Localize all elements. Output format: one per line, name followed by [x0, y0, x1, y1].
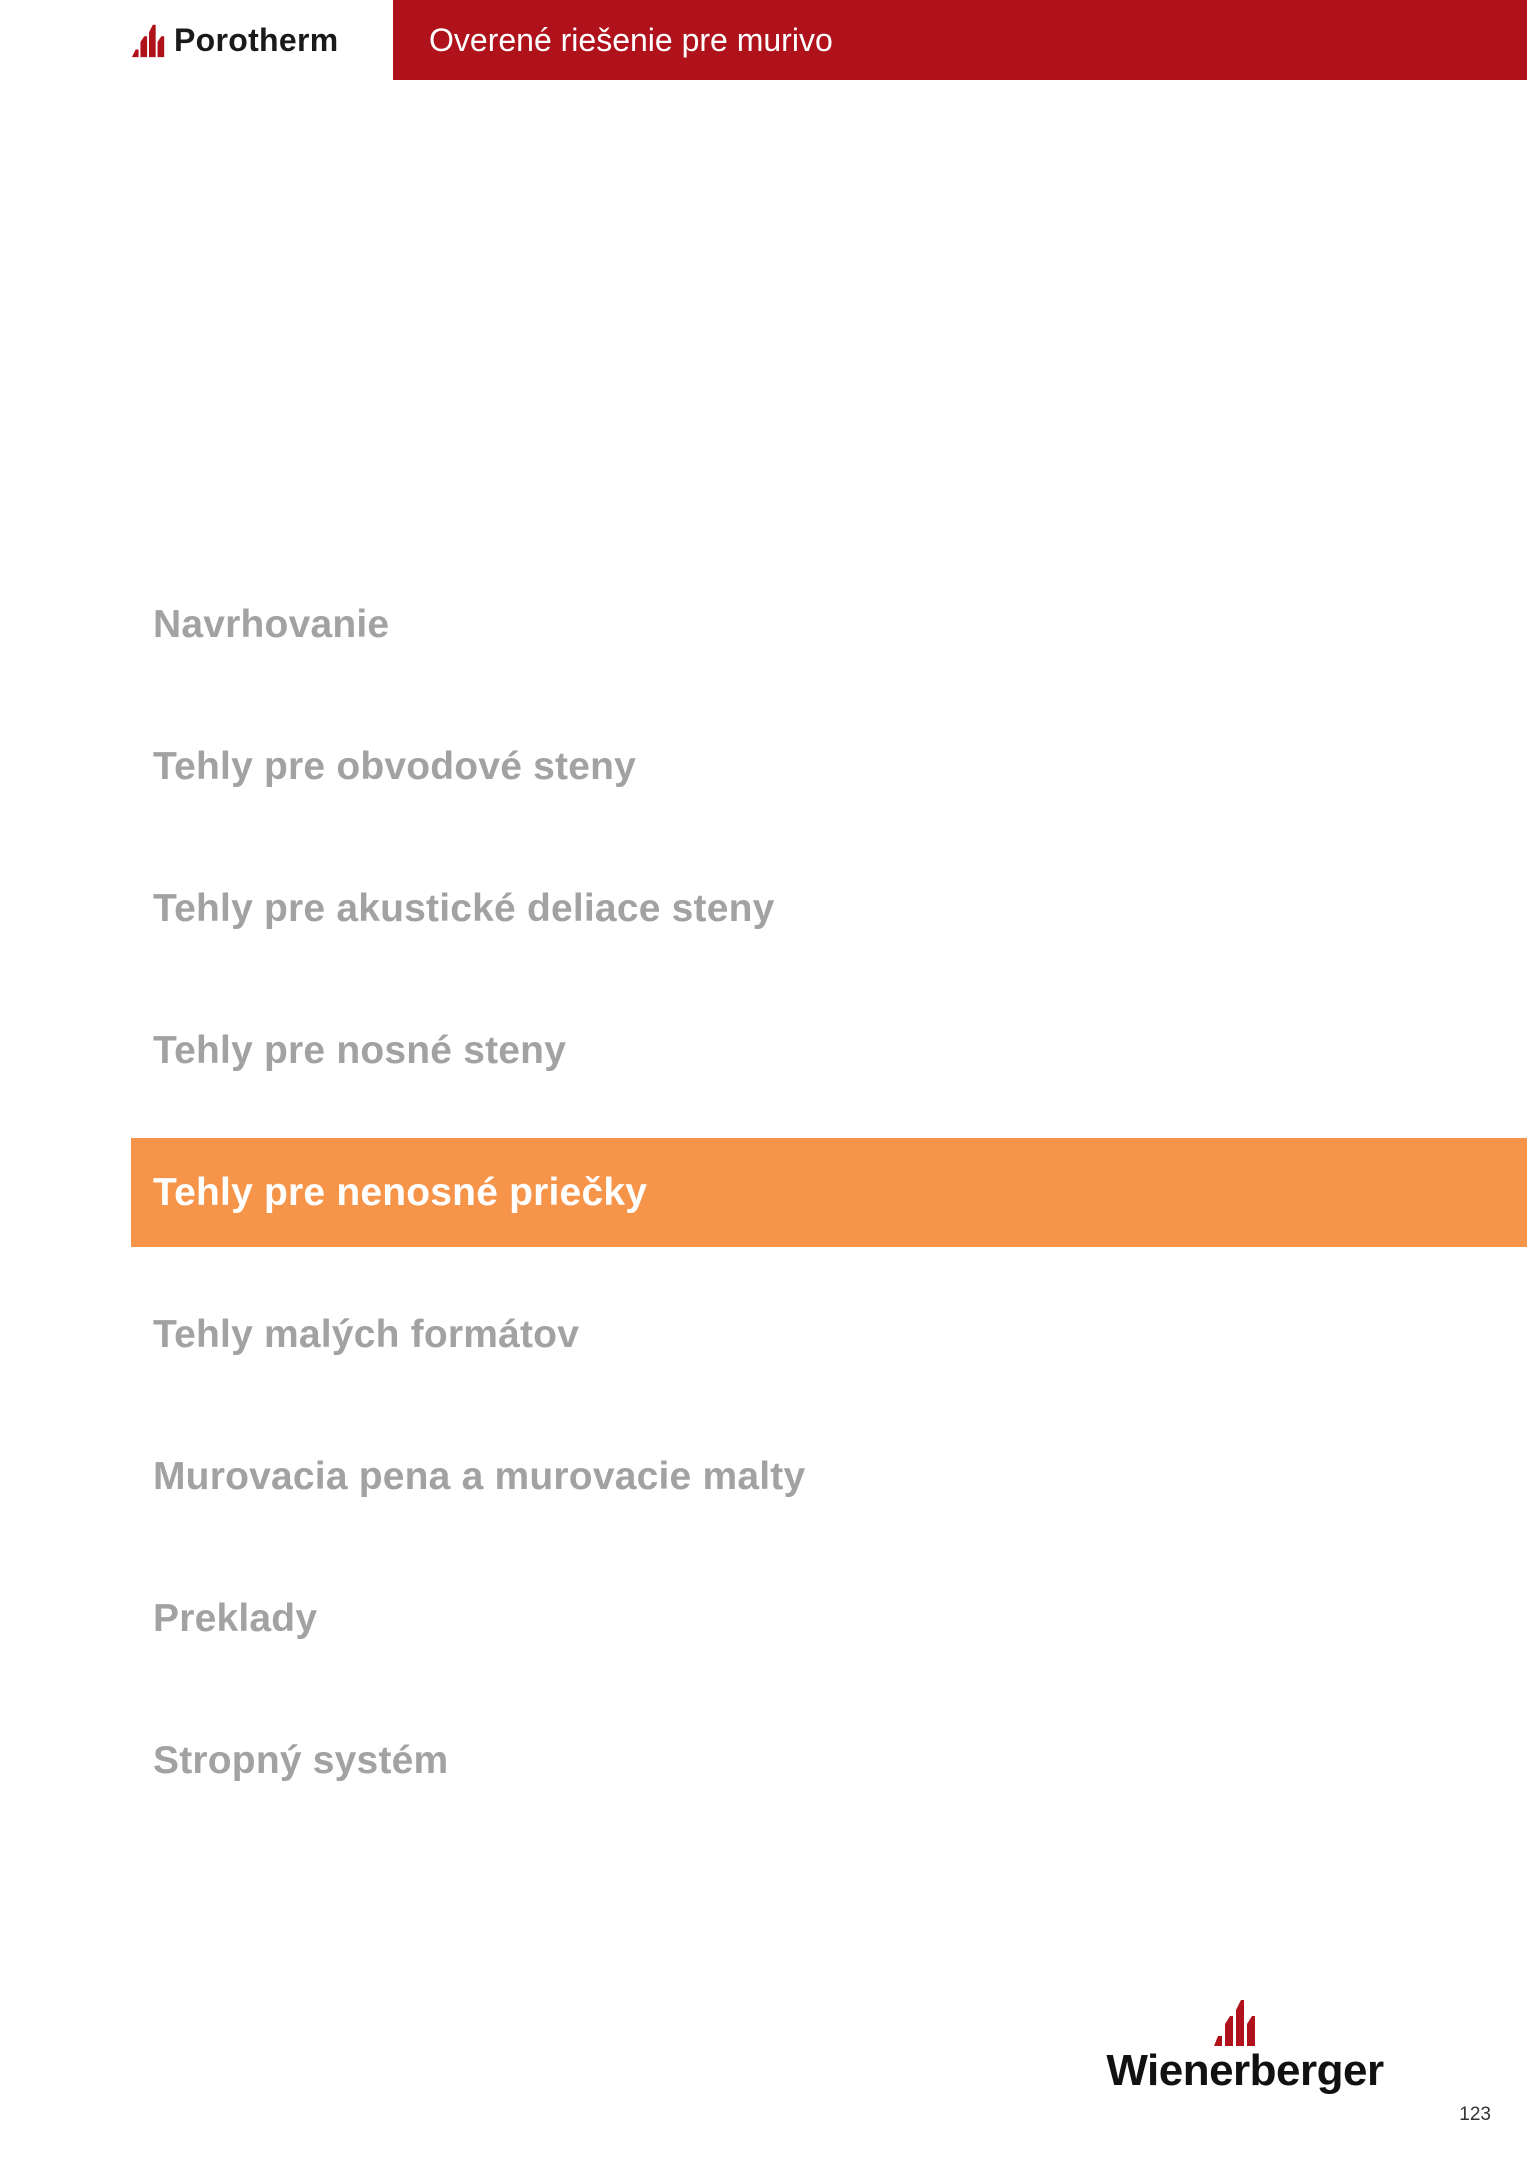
header-banner — [393, 0, 1527, 80]
menu-item-label: Tehly pre obvodové steny — [153, 744, 637, 788]
menu-item-label: Tehly pre akustické deliace steny — [153, 886, 775, 930]
header-tagline: Overené riešenie pre murivo — [429, 21, 833, 58]
menu-item-navrhovanie[interactable] — [131, 570, 1527, 679]
brand-name: Porotherm — [174, 21, 339, 58]
menu-item-label: Tehly malých formátov — [153, 1312, 580, 1356]
menu-item-label: Murovacia pena a murovacie malty — [153, 1454, 806, 1498]
page-number: 123 — [1459, 2104, 1491, 2125]
menu-item-male-formaty[interactable] — [131, 1280, 1527, 1389]
porotherm-bricks-icon — [130, 21, 168, 59]
menu-item-nenosne-priecky[interactable] — [131, 1138, 1527, 1247]
menu-item-murovacia-pena[interactable] — [131, 1422, 1527, 1531]
menu-item-stropny-system[interactable] — [131, 1706, 1527, 1815]
menu-item-label: Tehly pre nosné steny — [153, 1028, 567, 1072]
wienerberger-bricks-icon — [1212, 1998, 1258, 2048]
menu-item-obvodove-steny[interactable] — [131, 712, 1527, 821]
menu-item-akusticke-steny[interactable] — [131, 854, 1527, 963]
menu-item-nosne-steny[interactable] — [131, 996, 1527, 1105]
menu-item-label: Preklady — [153, 1596, 318, 1640]
porotherm-logo — [130, 14, 339, 66]
menu-item-label: Navrhovanie — [153, 602, 390, 646]
menu-item-preklady[interactable] — [131, 1564, 1527, 1673]
wienerberger-wordmark: Wienerberger — [1106, 2046, 1384, 2095]
menu-item-label: Tehly pre nenosné priečky — [153, 1170, 648, 1214]
wienerberger-logo — [1100, 1998, 1390, 2098]
menu-item-label: Stropný systém — [153, 1738, 449, 1782]
